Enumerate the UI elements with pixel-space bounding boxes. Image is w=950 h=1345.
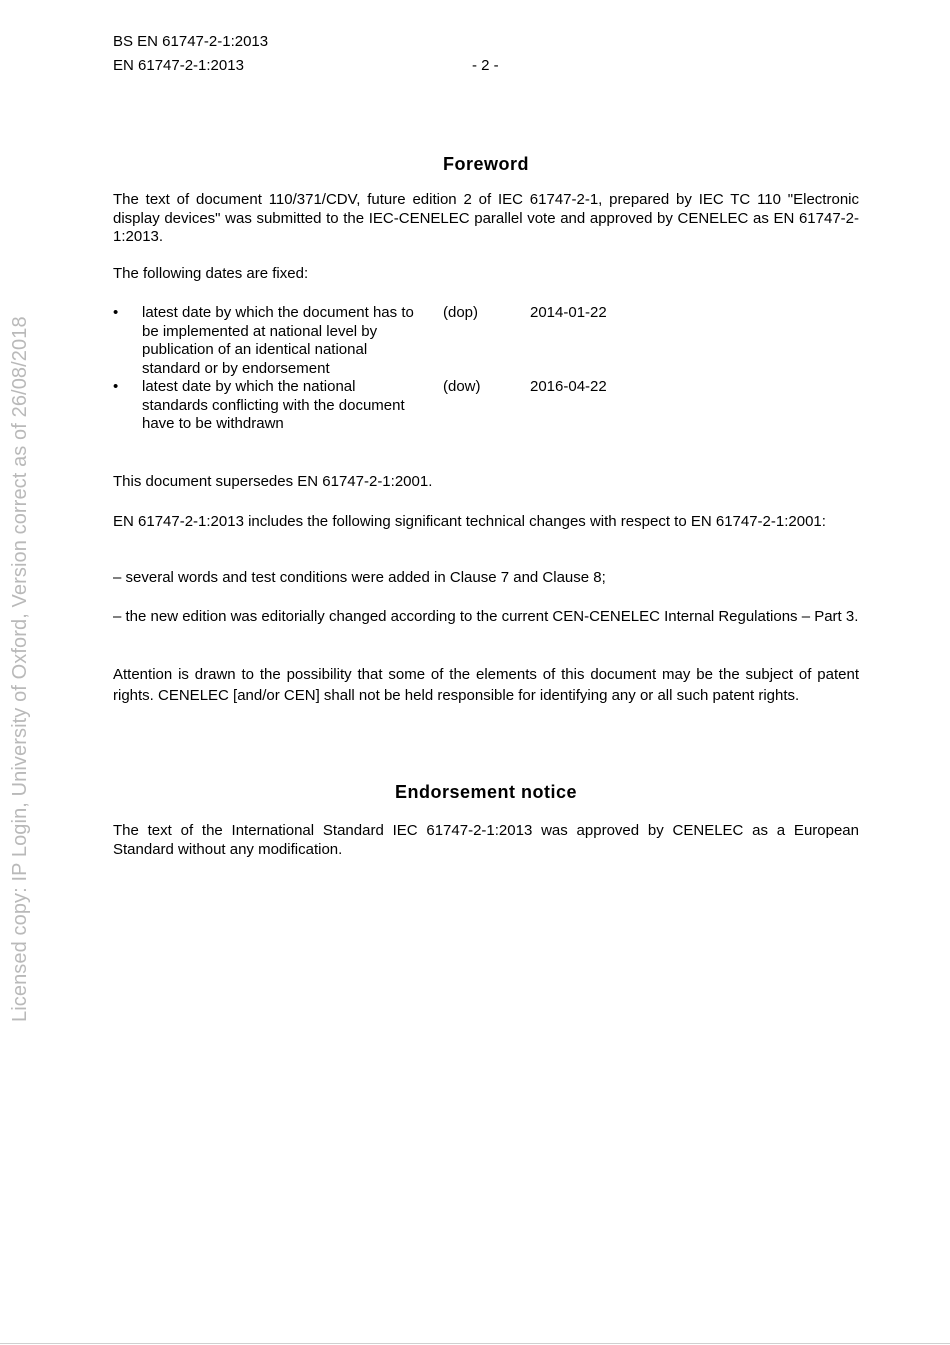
date-item-description: latest date by which the document has to be implemented at national level by publication of an identical national standard or by endorsement: [142, 304, 414, 377]
date-item-date: 2014-01-22: [530, 304, 607, 321]
header-bs-standard-number: BS EN 61747-2-1:2013: [113, 33, 269, 50]
patent-attention-paragraph: Attention is drawn to the possibility that some of the elements of this document may be the subject of patent rights. CENELEC [and/or CEN] shall not be held responsible for identifying any or all such patent rights.: [113, 666, 859, 704]
page-bottom-divider: [0, 1343, 950, 1344]
supersedes-paragraph: This document supersedes EN 61747-2-1:2001.: [113, 473, 433, 490]
page-number: - 2 -: [472, 57, 499, 74]
bullet-icon: •: [113, 304, 119, 321]
bullet-icon: •: [113, 378, 119, 395]
change-item-1: – several words and test conditions were added in Clause 7 and Clause 8;: [113, 569, 606, 586]
date-item-description: latest date by which the national standards conflicting with the document have to be withdrawn: [142, 378, 405, 432]
dates-lead-paragraph: The following dates are fixed:: [113, 265, 309, 282]
foreword-intro-paragraph: The text of document 110/371/CDV, future edition 2 of IEC 61747-2-1, prepared by IEC TC 110 "Electronic display devices" was submitted to the IEC-CENELEC parallel vote and approved by CENELEC as EN 61747-2-1:2013.: [113, 191, 859, 245]
date-item-abbreviation: (dop): [443, 304, 479, 321]
header-en-standard-number: EN 61747-2-1:2013: [113, 57, 244, 74]
date-item-date: 2016-04-22: [530, 378, 607, 395]
date-item-abbreviation: (dow): [443, 378, 481, 395]
changes-lead-paragraph: EN 61747-2-1:2013 includes the following significant technical changes with respect to EN 61747-2-1:2001:: [113, 513, 826, 530]
foreword-heading: Foreword: [442, 154, 529, 174]
endorsement-paragraph: The text of the International Standard IEC 61747-2-1:2013 was approved by CENELEC as a European Standard without any modification.: [113, 822, 859, 858]
change-item-2: – the new edition was editorially changed according to the current CEN-CENELEC Internal Regulations – Part 3.: [113, 608, 859, 625]
license-watermark: Licensed copy: IP Login, University of Oxford, Version correct as of 26/08/2018: [9, 316, 31, 1022]
endorsement-heading: Endorsement notice: [394, 782, 578, 802]
